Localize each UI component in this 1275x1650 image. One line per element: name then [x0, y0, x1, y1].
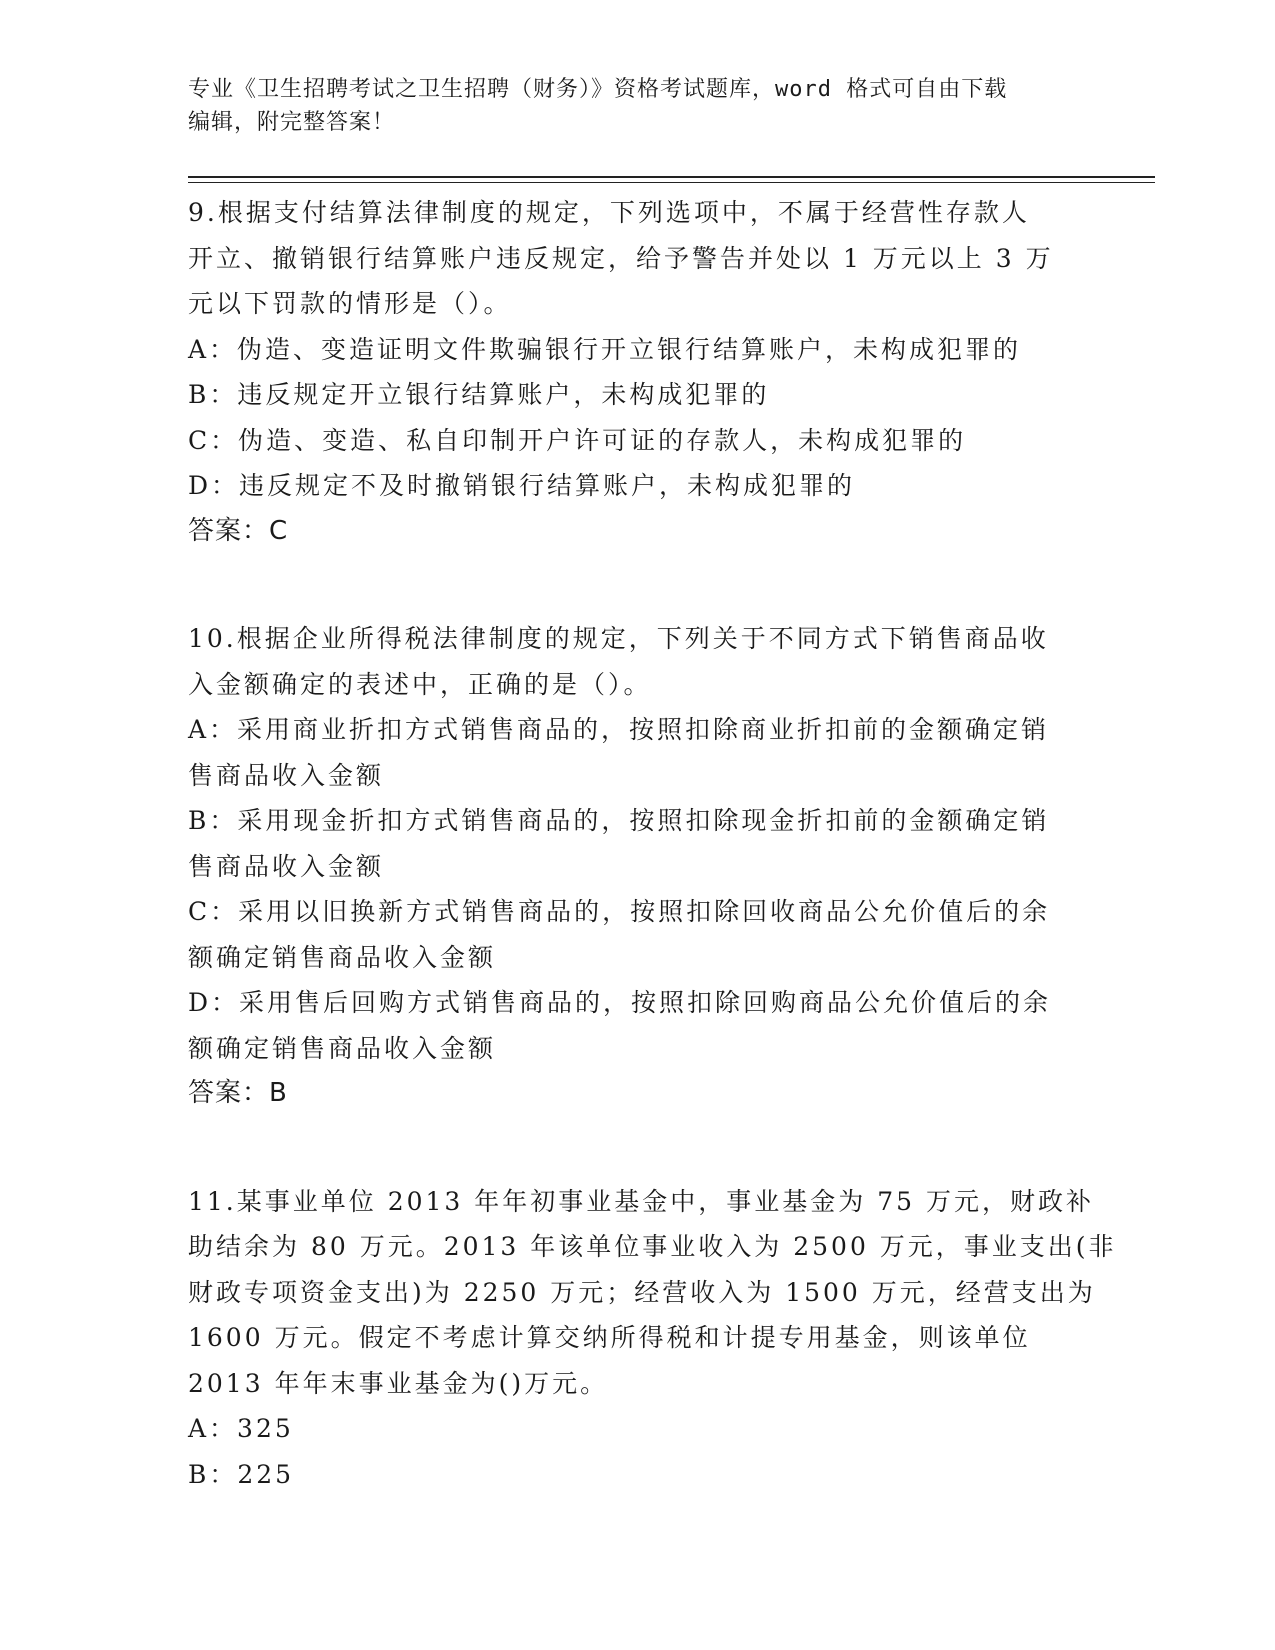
question-text-line: 财政专项资金支出)为 2250 万元；经营收入为 1500 万元，经营支出为 [188, 1277, 1096, 1307]
answer-label: 答案：B [188, 1078, 288, 1108]
header-line-1: 专业《卫生招聘考试之卫生招聘（财务）》资格考试题库，word 格式可自由下载 [188, 77, 1008, 102]
header-divider-thin [188, 182, 1155, 183]
option-a: A：采用商业折扣方式销售商品的，按照扣除商业折扣前的金额确定销 [188, 715, 1050, 744]
question-text-line: 助结余为 80 万元。2013 年该单位事业收入为 2500 万元，事业支出(非 [188, 1232, 1117, 1261]
question-text-line: 2013 年年末事业基金为()万元。 [188, 1368, 609, 1398]
option-d: D：采用售后回购方式销售商品的，按照扣除回购商品公允价值后的余 [188, 988, 1052, 1017]
option-a-continued: 售商品收入金额 [188, 760, 385, 790]
question-text-line: 元以下罚款的情形是（）。 [188, 289, 512, 318]
option-b-continued: 售商品收入金额 [188, 851, 385, 881]
option-d: D：违反规定不及时撤销银行结算账户，未构成犯罪的 [188, 471, 856, 500]
question-10 [188, 616, 1088, 1117]
document-header [188, 73, 1078, 139]
option-b: B：违反规定开立银行结算账户，未构成犯罪的 [188, 380, 770, 409]
option-c: C：采用以旧换新方式销售商品的，按照扣除回收商品公允价值后的余 [188, 897, 1051, 926]
question-text-line: 开立、撤销银行结算账户违反规定，给予警告并处以 1 万元以上 3 万 [188, 243, 1054, 273]
option-c: C：伪造、变造、私自印制开户许可证的存款人，未构成犯罪的 [188, 425, 967, 455]
header-divider [188, 176, 1155, 178]
spacer [188, 1117, 1088, 1179]
question-11 [188, 1179, 1117, 1498]
header-line-2: 编辑，附完整答案！ [188, 110, 396, 135]
option-b: B：采用现金折扣方式销售商品的，按照扣除现金折扣前的金额确定销 [188, 806, 1050, 835]
question-text-line: 9.根据支付结算法律制度的规定，下列选项中，不属于经营性存款人 [188, 198, 1030, 227]
question-text-line: 入金额确定的表述中，正确的是（）。 [188, 669, 652, 699]
option-d-continued: 额确定销售商品收入金额 [188, 1033, 497, 1063]
question-9 [188, 190, 1088, 554]
question-list [188, 190, 1117, 1497]
answer-label: 答案：C [188, 515, 289, 546]
option-a: A：325 [188, 1414, 294, 1443]
spacer [188, 554, 1088, 616]
question-text-line: 10.根据企业所得税法律制度的规定，下列关于不同方式下销售商品收 [188, 624, 1049, 653]
option-c-continued: 额确定销售商品收入金额 [188, 942, 497, 972]
question-text-line: 1600 万元。假定不考虑计算交纳所得税和计提专用基金，则该单位 [188, 1323, 1031, 1352]
question-text-line: 11.某事业单位 2013 年年初事业基金中，事业基金为 75 万元，财政补 [188, 1186, 1094, 1216]
option-a: A：伪造、变造证明文件欺骗银行开立银行结算账户，未构成犯罪的 [188, 334, 1022, 364]
option-b: B：225 [188, 1459, 295, 1489]
